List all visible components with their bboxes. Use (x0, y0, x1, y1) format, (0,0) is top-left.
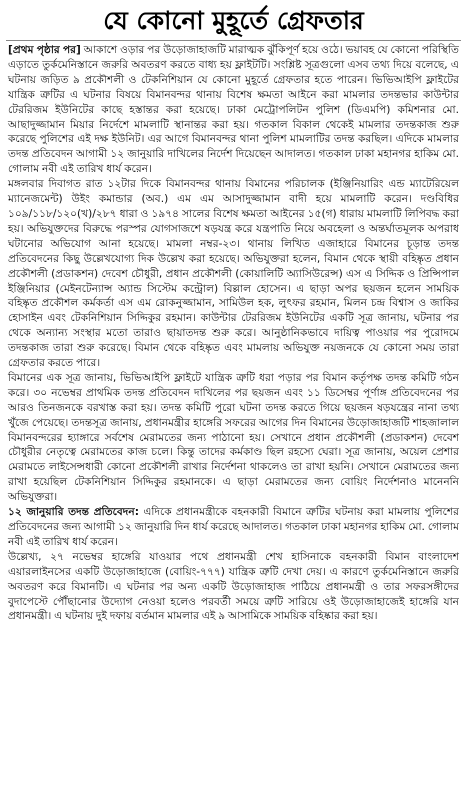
article-headline: যে কোনো মুহূর্তে গ্রেফতার (6, 0, 461, 41)
paragraph-3-text: বিমানের এক সূত্র জানায়, ভিভিআইপি ফ্লাইটে যান্ত্রিক ত্রুটি ধরা পড়ার পর বিমান কর্তৃপক্ষ তদন্ত কমিটি গঠন করে। ৩০ নভেম্বর প্রাথমিক তদন্ত প্রতিবেদন দাখিলের পর ছয়জন এবং ১১ ডিসেম্বর পূর্ণাঙ্গ প্রতিবেদনের পর আরও তিনজনকে বরখাস্ত করা হয়। তদন্ত কমিটি পুরো ঘটনা তদন্ত করতে গিয়ে ছয়জন ষড়যন্ত্রের নানা তথ্য খুঁজে পেয়েছে। তদন্তসূত্র জানায়, প্রধানমন্ত্রীর হাঙ্গেরি সফরের আগের দিন বিমানের উড়োজাহাজটি শাহজালাল বিমানবন্দরের হ্যাঙ্গারে সর্বশেষ মেরামতের জন্য পাঠানো হয়। সেখানে প্রধান প্রকৌশলী (প্রডাকশন) দেবেশ চৌধুরীর নেতৃত্বে মেরামতের কাজ চলে। কিন্তু তাদের কর্মকাণ্ড ছিল রহস্যে ঘেরা। সূত্র জানায়, অয়েল প্রেশার মেরামতে লাইসেন্সধারী কোনো প্রকৌশলী রাখার নির্দেশনা থাকলেও তা রাখা হয়নি। সেখানে মেরামতের জন্য রাখা হয়েছিল টেকনিশিয়ান সিদ্দিকুর রহমানকে। এ ছাড়া মেরামতের জন্য বোয়িং নির্দেশনাও মানেননি অভিযুক্তরা। (8, 371, 459, 504)
subheading-investigation-report: ১২ জানুয়ারি তদন্ত প্রতিবেদন: (8, 506, 139, 519)
paragraph-5 (8, 550, 459, 625)
paragraph-2-text: মঙ্গলবার দিবাগত রাত ১২টার দিকে বিমানবন্দর থানায় বিমানের পরিচালক (ইঞ্জিনিয়ারিং এন্ড ম্যাটেরিয়েল ম্যানেজমেন্ট) উইং কমান্ডার (অব.) এম এম আসাদুজ্জামান বাদী হয়ে মামলাটি করেন। দণ্ডবিধির ১০৯/১১৮/১২০(খ)/২৮৭ ধারা ও ১৯৭৪ সালের বিশেষ ক্ষমতা আইনের ১৫(গ) ধারায় মামলাটি লিপিবদ্ধ করা হয়। অভিযুক্তদের বিরুদ্ধে পরস্পর যোগসাজশে ষড়যন্ত্র করে যন্ত্রপাতি নিয়ে অবহেলা ও অন্তর্ঘাতমূলক অপরাধ ঘটানোর অভিযোগ আনা হয়েছে। মামলা নম্বর-২৩। থানায় লিখিত এজাহারে বিমানের চূড়ান্ত তদন্ত প্রতিবেদনের কিছু উল্লেখযোগ্য দিক উল্লেখ করা হয়েছে। অভিযুক্তরা হলেন, বিমান থেকে স্থায়ী বহিষ্কৃত প্রধান প্রকৌশলী (প্রডাকশন) দেবেশ চৌধুরী, প্রধান প্রকৌশলী (কোয়ালিটি অ্যাসিউরেন্স) এস এ সিদ্দিক ও প্রিন্সিপাল ইঞ্জিনিয়ার (মেইনটেন্যান্স অ্যান্ড সিস্টেম কন্ট্রোল) বিল্লাল হোসেন। এ ছাড়া অপর ছয়জন হলেন সাময়িক বহিষ্কৃত প্রকৌশল কর্মকর্তা এস এম রোকনুজ্জামান, সামিউল হক, লুৎফর রহমান, মিলন চন্দ্র বিশ্বাস ও জাকির হোসাইন এবং টেকনিশিয়ান সিদ্দিকুর রহমান। কাউন্টার টেররিজম ইউনিটের একটি সূত্র জানায়, ঘটনার পর থেকে অন্যান্য সংস্থার মতো তারাও ছায়াতদন্ত শুরু করে। আনুষ্ঠানিকভাবে দায়িত্ব পাওয়ার পর পুরোদমে তদন্তকাজ তারা শুরু করেছে। বিমান থেকে বহিষ্কৃত এবং মামলায় অভিযুক্ত নয়জনকে যে কোনো সময় তারা গ্রেফতার করতে পারে। (8, 178, 459, 370)
paragraph-2 (8, 177, 459, 371)
paragraph-4 (8, 505, 459, 550)
paragraph-3 (8, 371, 459, 505)
paragraph-4-text: এদিকে প্রধানমন্ত্রীকে বহনকারী বিমানে ত্রুটির ঘটনায় করা মামলায় পুলিশের প্রতিবেদনের জন্য আগামী ১২ জানুয়ারি দিন ধার্য করেছে আদালত। গতকাল ঢাকা মহানগর হাকিম মো. গোলাম নবী এই তারিখ ধার্য করেন। (8, 506, 459, 548)
continued-from-tag: [প্রথম পৃষ্ঠার পর] (8, 44, 81, 56)
paragraph-1-text: আকাশে ওড়ার পর উড়োজাহাজটি মারাত্মক ঝুঁকিপূর্ণ হয়ে ওঠে। ভয়াবহ যে কোনো পরিস্থিতি এড়াতে তুর্কমেনিস্তানে জরুরি অবতরণ করতে বাধ্য হয় ফ্লাইটটি। সংশ্লিষ্ট সূত্রগুলো এসব তথ্য দিয়ে বলেছে, এ ঘটনায় জড়িত ৯ প্রকৌশলী ও টেকনিশিয়ান যে কোনো মুহূর্তে গ্রেফতার হতে পারেন। ভিভিআইপি ফ্লাইটের যান্ত্রিক ত্রুটির এ ঘটনার বিষয়ে বিমানবন্দর থানায় বিশেষ ক্ষমতা আইনে করা মামলার তদন্তভার কাউন্টার টেররিজম ইউনিটের কাছে হস্তান্তর করা হয়েছে। ঢাকা মেট্রোপলিটন পুলিশ (ডিএমপি) কমিশনার মো. আছাদুজ্জামান মিয়ার নির্দেশে মামলাটি স্থানান্তর করা হয়। গতকাল বিকাল থেকেই মামলার তদন্তকাজ শুরু করেছে পুলিশের এই দক্ষ ইউনিট। এর আগে বিমানবন্দর থানা পুলিশ মামলাটির তদন্ত করছিল। এদিকে মামলার তদন্ত প্রতিবেদন আগামী ১২ জানুয়ারি দাখিলের নির্দেশ দিয়েছেন আদালত। গতকাল ঢাকা মহানগর হাকিম মো. গোলাম নবী এই তারিখ ধার্য করেন। (8, 44, 459, 176)
paragraph-5-text: উল্লেখ্য, ২৭ নভেম্বর হাঙ্গেরি যাওয়ার পথে প্রধানমন্ত্রী শেখ হাসিনাকে বহনকারী বিমান বাংলাদেশ এয়ারলাইনসের একটি উড়োজাহাজে (বোয়িং-৭৭৭) যান্ত্রিক ত্রুটি দেখা দেয়। এ কারণে তুর্কমেনিস্তানে জরুরি অবতরণ করে বিমানটি। এ ঘটনার পর অন্য একটি উড়োজাহাজ পাঠিয়ে প্রধানমন্ত্রী ও তার সফরসঙ্গীদের বুদাপেস্টে পৌঁছানোর উদ্যোগ নেওয়া হলেও পরবর্তী সময়ে ত্রুটি সারিয়ে ওই উড়োজাহাজেই হাঙ্গেরি যান প্রধানমন্ত্রী। এ ঘটনায় দুই দফায় বর্তমান মামলার এই ৯ আসামিকে সাময়িক বহিষ্কার করা হয়। (8, 550, 459, 623)
paragraph-1 (8, 43, 459, 177)
